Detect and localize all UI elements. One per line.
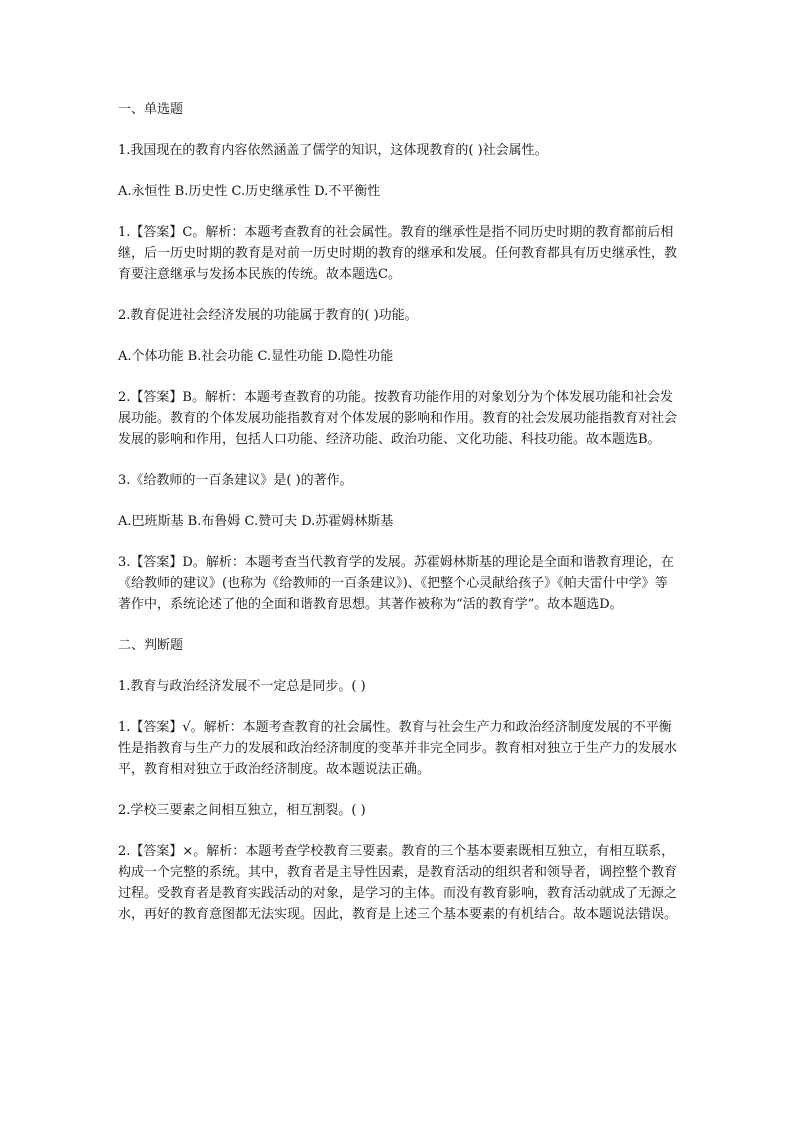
- question-2-stem: 2.教育促进社会经济发展的功能属于教育的( )功能。: [118, 308, 418, 323]
- section-title-single-choice: 一、单选题: [118, 102, 184, 117]
- question-2-answer: 2.【答案】B。解析：本题考查教育的功能。按教育功能作用的对象划分为个体发展功能和社会发展功能。教育的个体发展功能指教育对个体发展的影响和作用。教育的社会发展功能指教育对社会发展的影响和作用，包括人口功能、经济功能、政治功能、文化功能、科技功能。故本题选B。: [118, 390, 678, 447]
- section-title-true-false: 二、判断题: [118, 638, 184, 653]
- judgment-1-stem: 1.教育与政治经济发展不一定总是同步。( ): [118, 679, 366, 694]
- question-1-answer: 1.【答案】C。解析：本题考查教育的社会属性。教育的继承性是指不同历史时期的教育都前后相继，后一历史时期的教育是对前一历史时期的教育的继承和发展。任何教育都具有历史继承性，教育要注意继承与发扬本民族的传统。故本题选C。: [118, 225, 678, 282]
- question-2-options: A.个体功能 B.社会功能 C.显性功能 D.隐性功能: [118, 349, 394, 364]
- question-1-stem: 1.我国现在的教育内容依然涵盖了儒学的知识，这体现教育的( )社会属性。: [118, 143, 548, 158]
- document-body: [118, 99, 678, 925]
- question-3-answer: 3.【答案】D。解析：本题考查当代教育学的发展。苏霍姆林斯基的理论是全面和谐教育理论，在《给教师的建议》(也称为《给教师的一百条建议》)、《把整个心灵献给孩子》《帕夫雷什中学》等著作中，系统论述了他的全面和谐教育思想。其著作被称为“活的教育学”。故本题选D。: [118, 555, 674, 612]
- question-1-options: A.永恒性 B.历史性 C.历史继承性 D.不平衡性: [118, 184, 381, 199]
- judgment-2-stem: 2.学校三要素之间相互独立，相互割裂。( ): [118, 803, 366, 818]
- question-3-options: A.巴班斯基 B.布鲁姆 C.赞可夫 D.苏霍姆林斯基: [118, 514, 394, 529]
- judgment-2-answer: 2.【答案】×。解析：本题考查学校教育三要素。教育的三个基本要素既相互独立，有相互联系，构成一个完整的系统。其中，教育者是主导性因素，是教育活动的组织者和领导者，调控整个教育过程。受教育者是教育实践活动的对象，是学习的主体。而没有教育影响，教育活动就成了无源之水，再好的教育意图都无法实现。因此，教育是上述三个基本要素的有机结合。故本题说法错误。: [118, 844, 678, 922]
- question-3-stem: 3.《给教师的一百条建议》是( )的著作。: [118, 473, 353, 488]
- judgment-1-answer: 1.【答案】√。解析：本题考查教育的社会属性。教育与社会生产力和政治经济制度发展的不平衡性是指教育与生产力的发展和政治经济制度的变革并非完全同步。教育相对独立于生产力的发展水平，教育相对独立于政治经济制度。故本题说法正确。: [118, 720, 678, 777]
